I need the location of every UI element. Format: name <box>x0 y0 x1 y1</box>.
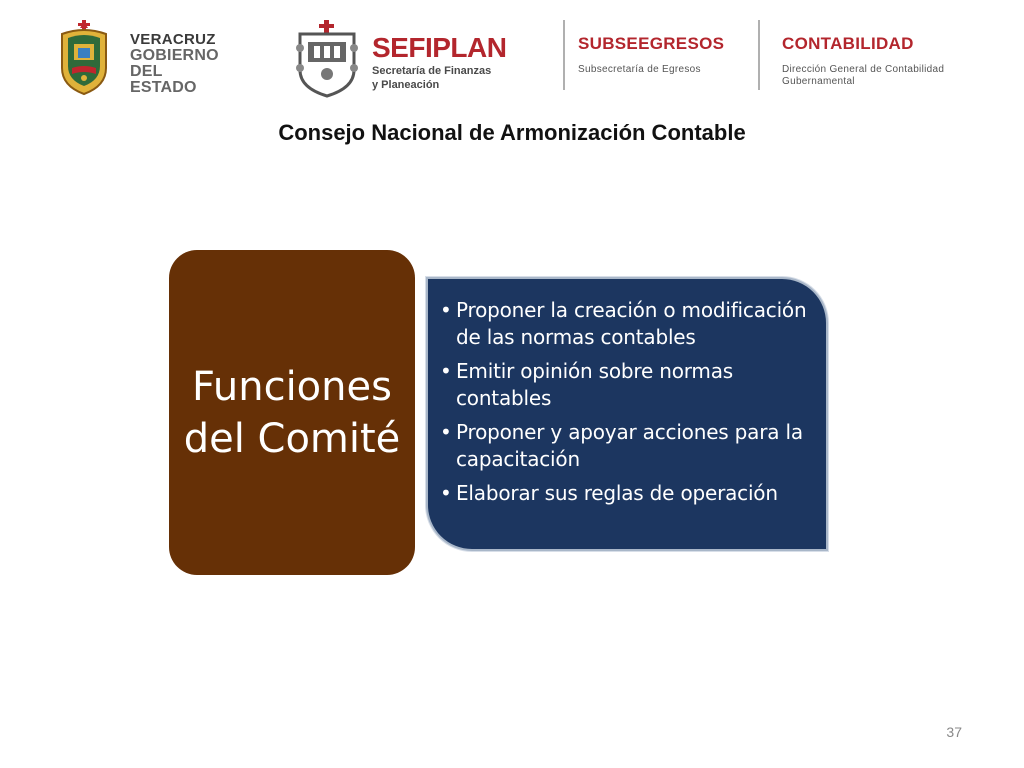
subseegresos-title: SUBSEEGRESOS <box>578 34 725 53</box>
contabilidad-title: CONTABILIDAD <box>782 34 914 53</box>
subseegresos-block <box>578 34 724 76</box>
functions-heading-box <box>169 250 415 575</box>
list-item-text: Proponer y apoyar acciones para la capacitación <box>456 420 803 471</box>
functions-heading: Funciones del Comité <box>183 363 401 462</box>
functions-list <box>440 297 822 514</box>
subseegresos-desc: Subsecretaría de Egresos <box>578 64 701 75</box>
header-divider <box>563 20 565 90</box>
contabilidad-desc <box>782 64 944 88</box>
list-item <box>440 419 822 473</box>
list-item-text: Proponer la creación o modificación de las normas contables <box>456 298 807 349</box>
functions-list-box <box>426 277 828 551</box>
list-item <box>440 358 822 412</box>
page-number: 37 <box>946 724 962 740</box>
bullet-icon: • <box>440 359 452 383</box>
contabilidad-desc-line2: Gubernamental <box>782 76 855 87</box>
veracruz-crest-icon <box>52 20 116 96</box>
bullet-icon: • <box>440 481 452 505</box>
sefiplan-subtitle <box>372 64 491 92</box>
veracruz-line2: GOBIERNO <box>130 47 219 64</box>
list-item-text: Elaborar sus reglas de operación <box>456 481 778 505</box>
sefiplan-sub-line1: Secretaría de Finanzas <box>372 65 492 77</box>
bullet-icon: • <box>440 298 452 322</box>
header <box>0 0 1024 110</box>
veracruz-line3: DEL ESTADO <box>130 63 197 96</box>
list-item-text: Emitir opinión sobre normas contables <box>456 359 733 410</box>
list-item <box>440 480 822 507</box>
bullet-icon: • <box>440 420 452 444</box>
sefiplan-emblem-icon <box>292 18 362 98</box>
header-divider <box>758 20 760 90</box>
page-title: Consejo Nacional de Armonización Contable <box>278 120 746 145</box>
sefiplan-logo <box>292 18 542 98</box>
sefiplan-sub-line2: y Planeación <box>372 79 440 91</box>
sefiplan-title: SEFIPLAN <box>372 32 507 63</box>
veracruz-logo <box>52 20 232 98</box>
veracruz-line1: VERACRUZ <box>130 31 216 48</box>
list-item <box>440 297 822 351</box>
contabilidad-desc-line1: Dirección General de Contabilidad <box>782 64 945 75</box>
contabilidad-block <box>782 34 944 88</box>
